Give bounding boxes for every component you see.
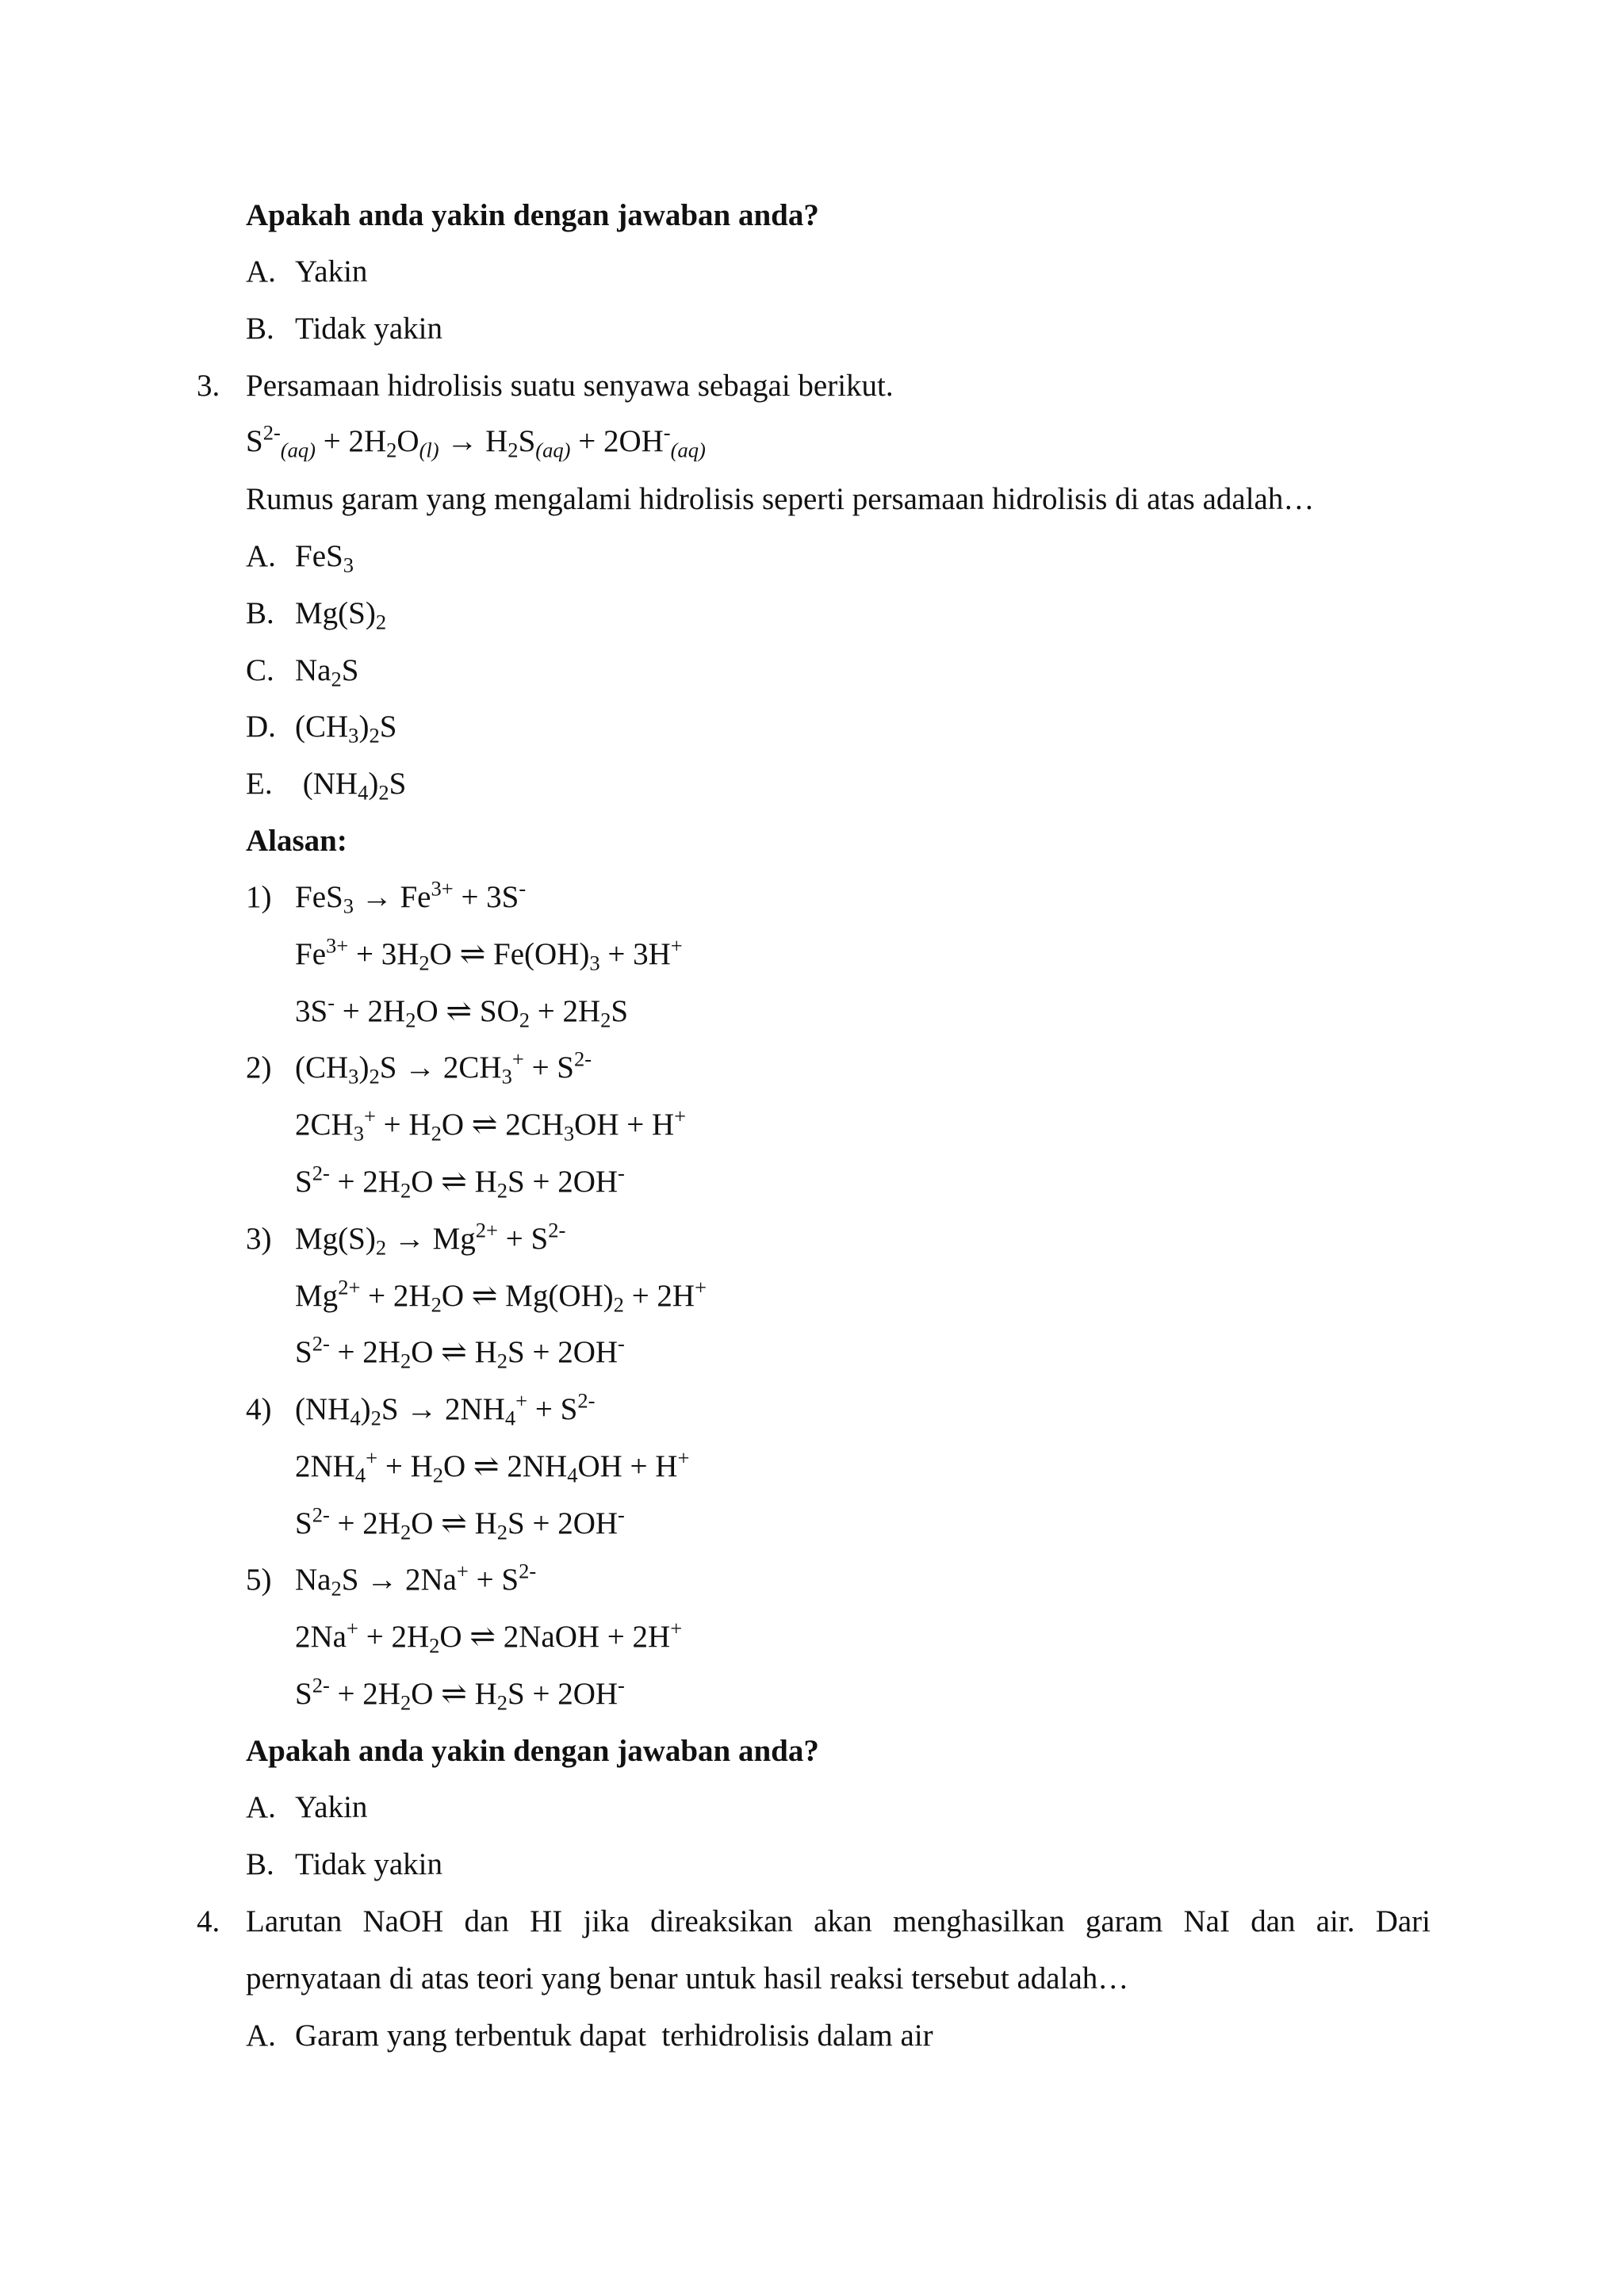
reason-number: 1) — [246, 880, 272, 914]
question-number-4: 4. — [197, 1904, 220, 1938]
question-3-text: Rumus garam yang mengalami hidrolisis seperti persamaan hidrolisis di atas adalah… — [246, 482, 1315, 516]
reason-1-line-2: $Fe^{3+} + 3H_2O$ ⇌ $Fe(OH)_3 + 3H^+$ — [295, 933, 683, 975]
reason-3-line-3: $S^{2-} + 2H_2O$ ⇌ $H_2S + 2OH^-$ — [295, 1331, 625, 1373]
option-e-q3[interactable]: E. $(NH_4)_2S$ — [246, 767, 407, 805]
reason-3-line-1: 3) $Mg(S)_2 \to Mg^{2+} + S^{2-}$ — [246, 1218, 566, 1260]
question-number-3: 3. — [197, 369, 220, 403]
option-text: Yakin — [295, 1790, 368, 1824]
option-d-q3[interactable]: D. $(CH_3)_2S$ — [246, 710, 397, 748]
confidence-prompt-q2: Apakah anda yakin dengan jawaban anda? — [246, 198, 819, 232]
reason-number: 3) — [246, 1222, 272, 1256]
option-label: B. — [246, 1847, 274, 1881]
option-label: A. — [246, 1790, 276, 1824]
question-4-line-2: pernyataan di atas teori yang benar untuk hasil reaksi tersebut adalah… — [246, 1961, 1129, 1996]
option-a-q3[interactable]: A. FeS$_3$ — [246, 539, 354, 577]
hydrolysis-equation: $S^{2-}_{(aq)} + 2H_2O_{(l)} \to H_2S_{(aq)} + 2OH^-_{(aq)}$ — [246, 420, 706, 462]
option-label: A. — [246, 2019, 276, 2053]
reason-5-line-1: 5) $Na_2S \to 2Na^+ + S^{2-}$ — [246, 1559, 537, 1601]
reason-2-line-3: $S^{2-} + 2H_2O$ ⇌ $H_2S + 2OH^-$ — [295, 1161, 625, 1203]
option-text: Yakin — [295, 254, 368, 289]
reason-4-line-1: 4) $(NH_4)_2S \to 2NH_4^+ + S^{2-}$ — [246, 1388, 596, 1430]
reason-2-line-2: $2CH_3^+ + H_2O$ ⇌ $2CH_3OH + H^+$ — [295, 1104, 687, 1146]
reason-number: 5) — [246, 1563, 272, 1597]
reason-1-line-1: 1) $FeS_3 \to Fe^{3+} + 3S^-$ — [246, 876, 527, 918]
reason-1-line-3: $3S^- + 2H_2O$ ⇌ $SO_2 + 2H_2S$ — [295, 990, 629, 1032]
option-text: Garam yang terbentuk dapat terhidrolisis dalam air — [295, 2019, 933, 2053]
option-label: A. — [246, 254, 276, 289]
option-text: Tidak yakin — [295, 312, 442, 346]
option-a-q2[interactable] — [246, 256, 367, 287]
option-label: B. — [246, 596, 274, 630]
reason-5-line-3: $S^{2-} + 2H_2O$ ⇌ $H_2S + 2OH^-$ — [295, 1673, 625, 1715]
option-label: B. — [246, 312, 274, 346]
option-c-q3[interactable]: C. $Na_2S$ — [246, 653, 359, 691]
option-a-q4[interactable] — [246, 2020, 933, 2051]
option-text: Tidak yakin — [295, 1847, 442, 1881]
reason-4-line-2: $2NH_4^+ + H_2O$ ⇌ $2NH_4OH + H^+$ — [295, 1445, 690, 1487]
reason-2-line-1: 2) $(CH_3)_2S \to 2CH_3^+ + S^{2-}$ — [246, 1047, 592, 1089]
reason-number: 4) — [246, 1392, 272, 1426]
reason-3-line-2: $Mg^{2+} + 2H_2O$ ⇌ $Mg(OH)_2 + 2H^+$ — [295, 1275, 707, 1317]
option-label: A. — [246, 539, 276, 573]
question-4-line-1: Larutan NaOH dan HI jika direaksikan akan menghasilkan garam NaI dan air. Dari — [246, 1904, 1431, 1938]
option-label: E. — [246, 767, 273, 801]
option-b-q3[interactable]: B. $Mg(S)_2$ — [246, 596, 387, 634]
question-3-stem: Persamaan hidrolisis suatu senyawa sebagai berikut. — [246, 369, 894, 403]
confidence-prompt-q3: Apakah anda yakin dengan jawaban anda? — [246, 1734, 819, 1768]
reason-5-line-2: $2Na^+ + 2H_2O$ ⇌ 2NaOH + 2H+ — [295, 1616, 683, 1658]
reason-label: Alasan: — [246, 824, 347, 858]
option-label: C. — [246, 653, 274, 687]
confidence-option-b-q3[interactable] — [246, 1849, 442, 1880]
reason-number: 2) — [246, 1050, 272, 1085]
reason-4-line-3: $S^{2-} + 2H_2O$ ⇌ $H_2S + 2OH^-$ — [295, 1502, 625, 1544]
confidence-option-a-q3[interactable] — [246, 1792, 367, 1823]
option-label: D. — [246, 710, 276, 744]
option-b-q2[interactable] — [246, 313, 442, 344]
